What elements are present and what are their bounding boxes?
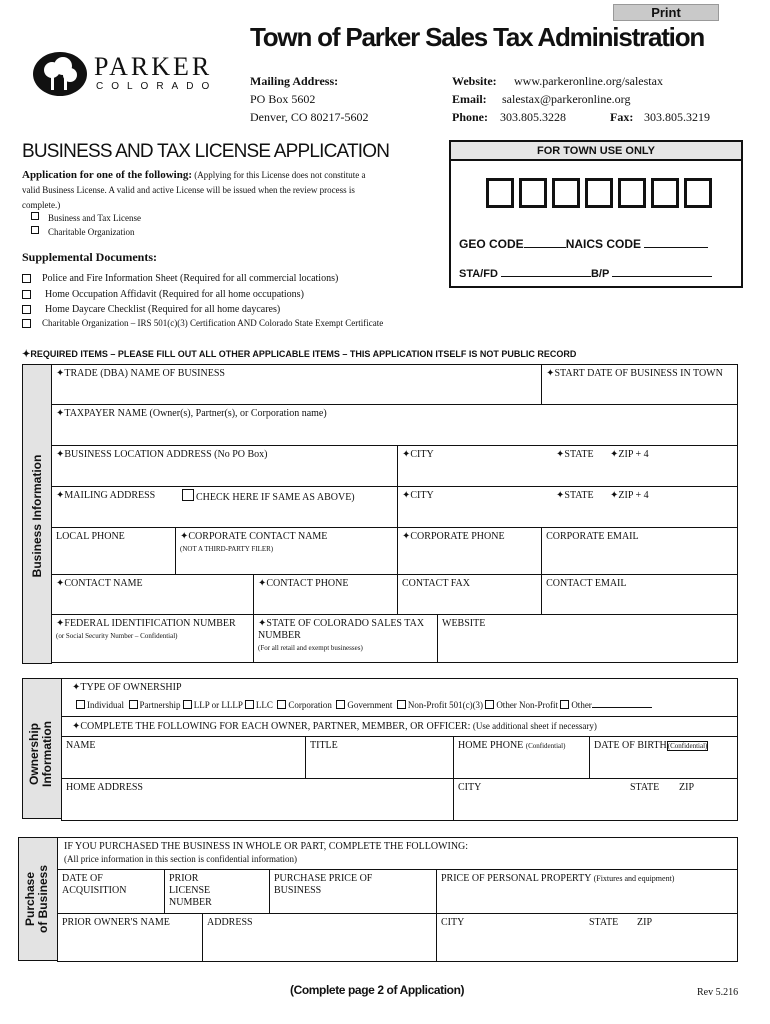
personal-property-note: (Fixtures and equipment) bbox=[593, 874, 675, 883]
state-label: STATE bbox=[589, 917, 619, 928]
taxpayer-name-field[interactable] bbox=[52, 405, 738, 446]
purchase-note: (All price information in this section is confidential information) bbox=[64, 854, 297, 864]
mailing-line2: Denver, CO 80217-5602 bbox=[250, 110, 369, 124]
owner-instructions bbox=[62, 717, 738, 737]
contact-fax-label: CONTACT FAX bbox=[402, 578, 471, 589]
supplemental-item: Home Daycare Checklist (Required for all home daycares) bbox=[45, 304, 281, 315]
license-digit-box[interactable] bbox=[618, 178, 646, 208]
acquisition-date-label-1: DATE OF bbox=[62, 873, 103, 884]
bp-label: B/P bbox=[590, 268, 610, 280]
email-value[interactable]: salestax@parkeronline.org bbox=[502, 92, 631, 106]
ownership-type-heading: TYPE OF OWNERSHIP bbox=[80, 682, 182, 693]
required-notice bbox=[22, 349, 576, 360]
start-date-field[interactable] bbox=[542, 365, 738, 405]
not-third-party-note: (NOT A THIRD-PARTY FILER) bbox=[180, 545, 274, 553]
personal-property-field[interactable] bbox=[437, 870, 738, 914]
trade-name-field[interactable] bbox=[52, 365, 542, 405]
owner-instructions-note: (Use additional sheet if necessary) bbox=[472, 721, 597, 731]
state-label: STATE bbox=[564, 490, 594, 501]
owner-dob-label: DATE OF BIRTH bbox=[594, 740, 667, 751]
email-label: Email: bbox=[452, 92, 487, 106]
prior-owner-label: PRIOR OWNER'S NAME bbox=[62, 917, 170, 928]
supplemental-item: Home Occupation Affidavit (Required for all home occupations) bbox=[45, 289, 304, 300]
zip-label: ZIP + 4 bbox=[618, 490, 649, 501]
town-use-box bbox=[449, 140, 743, 288]
zip-label: ZIP bbox=[679, 782, 694, 793]
location-address-field[interactable] bbox=[52, 446, 398, 487]
ownership-type-label: LLP or LLLP bbox=[193, 700, 243, 710]
start-date-label: START DATE OF BUSINESS IN TOWN bbox=[554, 368, 723, 379]
license-digit-box[interactable] bbox=[552, 178, 580, 208]
owner-name-label: NAME bbox=[66, 740, 96, 751]
ownership-side-label-1: Ownership bbox=[27, 723, 41, 786]
geo-code-field[interactable] bbox=[524, 247, 566, 248]
same-as-above-label: CHECK HERE IF SAME AS ABOVE) bbox=[196, 492, 355, 503]
bp-field[interactable] bbox=[612, 276, 712, 277]
checkbox-charitable-cert[interactable] bbox=[22, 319, 31, 328]
fax-label: Fax: bbox=[610, 110, 634, 124]
ownership-type-checkbox[interactable] bbox=[129, 700, 138, 709]
corporate-phone-label: CORPORATE PHONE bbox=[410, 531, 505, 542]
form-title: BUSINESS AND TAX LICENSE APPLICATION bbox=[22, 141, 390, 162]
purchase-heading: IF YOU PURCHASED THE BUSINESS IN WHOLE OR PART, COMPLETE THE FOLLOWING: bbox=[64, 841, 469, 852]
state-label: STATE bbox=[564, 449, 594, 460]
location-city-state-zip[interactable] bbox=[398, 446, 738, 487]
owner-dob-field[interactable] bbox=[590, 737, 738, 779]
owner-home-phone-label: HOME PHONE bbox=[458, 740, 524, 751]
website-field[interactable] bbox=[438, 615, 738, 663]
corporate-email-label: CORPORATE EMAIL bbox=[546, 531, 639, 542]
page-title: Town of Parker Sales Tax Administration bbox=[250, 22, 705, 52]
acquisition-date-label-2: ACQUISITION bbox=[62, 885, 127, 896]
supplemental-item: Police and Fire Information Sheet (Required for all commercial locations) bbox=[42, 273, 339, 284]
website-field-label: WEBSITE bbox=[442, 618, 486, 629]
license-digit-box[interactable] bbox=[684, 178, 712, 208]
ownership-type-label: Non-Profit 501(c)(3) bbox=[407, 700, 484, 710]
owner-title-label: TITLE bbox=[310, 740, 338, 751]
stafd-field[interactable] bbox=[501, 276, 591, 277]
checkbox-business-license[interactable] bbox=[31, 212, 39, 220]
required-notice-text: REQUIRED ITEMS – PLEASE FILL OUT ALL OTHER APPLICABLE ITEMS – THIS APPLICATION ITSELF IS NOT PUBLIC RECORD bbox=[30, 349, 577, 359]
state-tax-label: STATE OF COLORADO SALES TAX NUMBER bbox=[258, 618, 425, 641]
ownership-type-checkbox[interactable] bbox=[277, 700, 286, 709]
state-tax-field[interactable] bbox=[254, 615, 438, 663]
option-business-license: Business and Tax License bbox=[48, 213, 141, 223]
contact-fax-field[interactable] bbox=[398, 575, 542, 615]
contact-phone-label: CONTACT PHONE bbox=[266, 578, 349, 589]
checkbox-charitable[interactable] bbox=[31, 226, 39, 234]
prior-license-label-2: LICENSE bbox=[169, 885, 211, 896]
owner-city-state-zip[interactable] bbox=[454, 779, 738, 821]
application-for-note: (Applying for this License does not constitute a valid Business License. A valid and active License will be issued when the review process is complete.) bbox=[22, 170, 366, 210]
business-table bbox=[51, 364, 738, 663]
prior-owner-address-field[interactable] bbox=[203, 914, 437, 962]
prior-license-label-1: PRIOR bbox=[169, 873, 199, 884]
purchase-side-label-2: of Business bbox=[36, 865, 50, 934]
city-label: CITY bbox=[458, 782, 482, 793]
personal-property-label: PRICE OF PERSONAL PROPERTY bbox=[441, 873, 592, 884]
checkbox-home-occupation[interactable] bbox=[22, 290, 31, 299]
license-digit-box[interactable] bbox=[486, 178, 514, 208]
application-for bbox=[22, 168, 382, 213]
fein-label: FEDERAL IDENTIFICATION NUMBER bbox=[64, 618, 236, 629]
ownership-type-checkbox[interactable] bbox=[336, 700, 345, 709]
mailing-address-field[interactable] bbox=[52, 487, 398, 528]
application-for-heading: Application for one of the following: bbox=[22, 169, 192, 181]
purchase-price-label-1: PURCHASE PRICE OF bbox=[274, 873, 373, 884]
website-value[interactable]: www.parkeronline.org/salestax bbox=[514, 74, 663, 88]
contact-email-label: CONTACT EMAIL bbox=[546, 578, 627, 589]
mailing-address-label: MAILING ADDRESS bbox=[64, 490, 156, 501]
ownership-type-label: Other Non-Profit bbox=[496, 700, 559, 710]
other-ownership-field[interactable] bbox=[592, 707, 652, 708]
local-phone-label: LOCAL PHONE bbox=[56, 531, 125, 542]
ownership-side-label-2: Information bbox=[40, 721, 54, 787]
owner-name-field[interactable] bbox=[62, 737, 306, 779]
option-charitable: Charitable Organization bbox=[48, 227, 135, 237]
ownership-type-label: Corporation bbox=[288, 700, 332, 710]
supplemental-item: Charitable Organization – IRS 501(c)(3) Certification AND Colorado State Exempt Certificate bbox=[42, 318, 384, 328]
purchase-price-field[interactable] bbox=[270, 870, 437, 914]
ownership-type-checkbox[interactable] bbox=[76, 700, 85, 709]
geo-naics-row bbox=[459, 237, 708, 251]
logo-name: PARKER bbox=[94, 52, 213, 81]
ownership-type-label: Individual bbox=[87, 700, 124, 710]
ownership-type-checkbox[interactable] bbox=[560, 700, 569, 709]
city-label: CITY bbox=[410, 449, 434, 460]
purchase-heading-row bbox=[58, 838, 738, 870]
mailing-city-state-zip[interactable] bbox=[398, 487, 738, 528]
contact-name-field[interactable] bbox=[52, 575, 254, 615]
ownership-type-checkbox[interactable] bbox=[397, 700, 406, 709]
zip-label: ZIP + 4 bbox=[618, 449, 649, 460]
fax-value: 303.805.3219 bbox=[644, 110, 710, 124]
stafd-bp-row bbox=[459, 268, 712, 280]
naics-code-field[interactable] bbox=[644, 247, 708, 248]
city-label: CITY bbox=[410, 490, 434, 501]
ownership-type-checkbox[interactable] bbox=[183, 700, 192, 709]
corporate-phone-field[interactable] bbox=[398, 528, 542, 575]
corporate-email-field[interactable] bbox=[542, 528, 738, 575]
print-button[interactable]: Print bbox=[613, 4, 719, 21]
state-tax-note: (For all retail and exempt businesses) bbox=[258, 644, 363, 652]
ownership-type-checkbox[interactable] bbox=[245, 700, 254, 709]
ownership-type-row bbox=[62, 679, 738, 717]
corporate-contact-label: CORPORATE CONTACT NAME bbox=[188, 531, 328, 542]
acquisition-date-field[interactable] bbox=[58, 870, 165, 914]
ownership-type-label: Partnership bbox=[139, 700, 181, 710]
prior-license-label-3: NUMBER bbox=[169, 897, 212, 908]
logo-sub: COLORADO bbox=[96, 81, 218, 92]
phone-value: 303.805.3228 bbox=[500, 110, 566, 124]
zip-label: ZIP bbox=[637, 917, 652, 928]
mailing-line1: PO Box 5602 bbox=[250, 92, 316, 106]
checkbox-police-fire[interactable] bbox=[22, 274, 31, 283]
local-phone-field[interactable] bbox=[52, 528, 176, 575]
license-digit-box[interactable] bbox=[519, 178, 547, 208]
contact-email-field[interactable] bbox=[542, 575, 738, 615]
mailing-label: Mailing Address: bbox=[250, 74, 339, 88]
owner-home-address-field[interactable] bbox=[62, 779, 454, 821]
owner-title-field[interactable] bbox=[306, 737, 454, 779]
phone-label: Phone: bbox=[452, 110, 488, 124]
trade-name-label: TRADE (DBA) NAME OF BUSINESS bbox=[64, 368, 225, 379]
contact-name-label: CONTACT NAME bbox=[64, 578, 143, 589]
tree-icon bbox=[32, 50, 88, 98]
location-address-label: BUSINESS LOCATION ADDRESS (No PO Box) bbox=[64, 449, 268, 460]
stafd-label: STA/FD bbox=[459, 268, 498, 280]
ownership-table bbox=[61, 678, 738, 821]
fein-note: (or Social Security Number – Confidential) bbox=[56, 632, 178, 640]
confidential-note: (Confidential) bbox=[667, 742, 708, 750]
taxpayer-name-label: TAXPAYER NAME (Owner(s), Partner(s), or Corporation name) bbox=[64, 408, 327, 419]
contact-phone-field[interactable] bbox=[254, 575, 398, 615]
city-label: CITY bbox=[441, 917, 465, 928]
same-as-above-checkbox[interactable] bbox=[182, 489, 194, 501]
ownership-type-checkbox[interactable] bbox=[485, 700, 494, 709]
ownership-type-label: LLC bbox=[255, 700, 273, 710]
fein-field[interactable] bbox=[52, 615, 254, 663]
prior-owner-address-label: ADDRESS bbox=[207, 917, 253, 928]
geo-code-label: GEO CODE bbox=[459, 237, 524, 251]
ownership-type-label: Other bbox=[571, 700, 592, 710]
prior-owner-city-state-zip[interactable] bbox=[437, 914, 738, 962]
state-label: STATE bbox=[630, 782, 660, 793]
website-label: Website: bbox=[452, 74, 497, 88]
license-digit-box[interactable] bbox=[651, 178, 679, 208]
prior-license-field[interactable] bbox=[165, 870, 270, 914]
owner-instructions-heading: COMPLETE THE FOLLOWING FOR EACH OWNER, PARTNER, MEMBER, OR OFFICER: bbox=[80, 721, 471, 732]
corporate-contact-field[interactable] bbox=[176, 528, 398, 575]
owner-home-phone-field[interactable] bbox=[454, 737, 590, 779]
purchase-price-label-2: BUSINESS bbox=[274, 885, 322, 896]
parker-logo bbox=[32, 50, 222, 100]
business-side-label: Business Information bbox=[30, 454, 44, 578]
prior-owner-field[interactable] bbox=[58, 914, 203, 962]
supplemental-heading: Supplemental Documents: bbox=[22, 250, 158, 264]
purchase-table bbox=[57, 837, 738, 962]
purchase-side-label-1: Purchase bbox=[23, 871, 37, 927]
town-use-heading: FOR TOWN USE ONLY bbox=[451, 142, 741, 161]
owner-home-address-label: HOME ADDRESS bbox=[66, 782, 143, 793]
revision: Rev 5.216 bbox=[697, 987, 739, 998]
ownership-side-label bbox=[28, 684, 56, 824]
naics-code-label: NAICS CODE bbox=[565, 237, 642, 251]
continue-note: (Complete page 2 of Application) bbox=[290, 983, 465, 997]
checkbox-home-daycare[interactable] bbox=[22, 305, 31, 314]
confidential-note: (Confidential) bbox=[525, 742, 566, 750]
license-digit-box[interactable] bbox=[585, 178, 613, 208]
ownership-type-label: Government bbox=[347, 700, 393, 710]
ownership-type-options bbox=[66, 699, 733, 711]
purchase-side-label bbox=[24, 839, 52, 959]
